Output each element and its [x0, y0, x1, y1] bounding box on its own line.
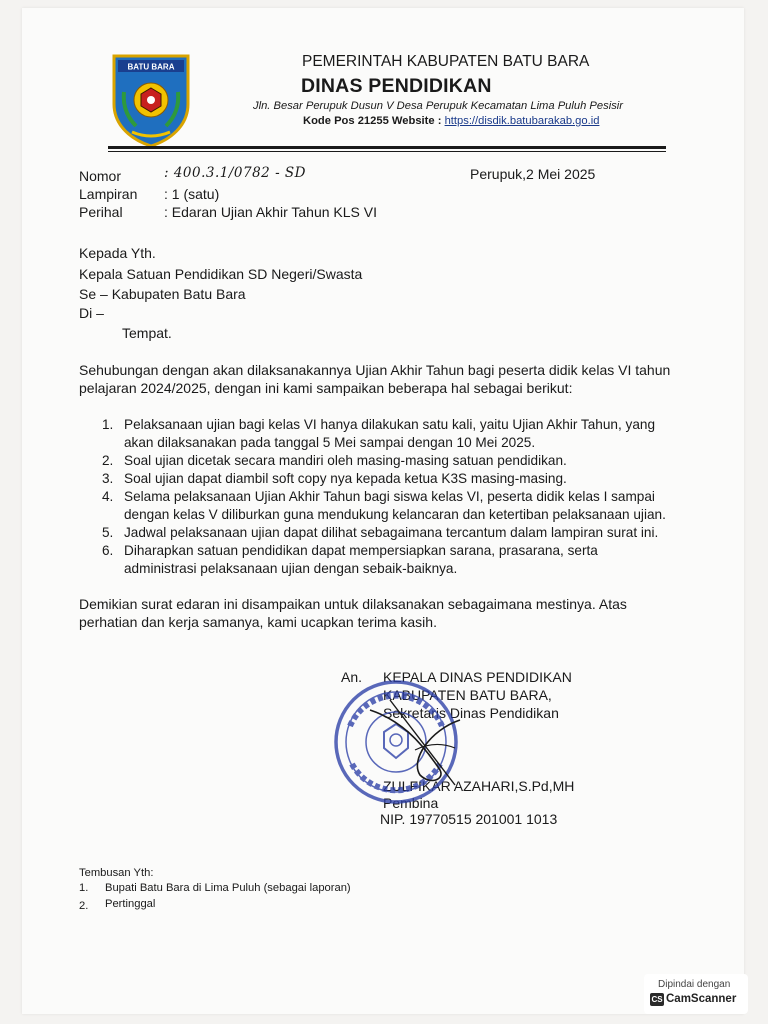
signatory-name: ZULFIKAR AZAHARI,S.Pd,MH	[383, 778, 575, 794]
scanner-brand: CamScanner	[666, 993, 737, 1005]
list-item-text: akan dilaksanakan pada tanggal 5 Mei sampai dengan 10 Mei 2025.	[124, 435, 536, 450]
closing-line-2: perhatian dan kerja samanya, kami ucapkan terima kasih.	[79, 614, 437, 630]
camscanner-icon: CS	[651, 995, 663, 1004]
header-rule-thick	[108, 146, 666, 149]
header-address: Jln. Besar Perupuk Dusun V Desa Perupuk Kecamatan Lima Puluh Pesisir	[253, 100, 623, 112]
website-link[interactable]: https://disdik.batubarakab.go.id	[444, 115, 600, 127]
signature-title-1: KEPALA DINAS PENDIDIKAN	[383, 669, 572, 685]
list-item-text: Selama pelaksanaan Ujian Akhir Tahun bagi siswa kelas VI, peserta didik kelas I sampai	[124, 489, 655, 504]
signatory-nip: NIP. 19770515 201001 1013	[380, 811, 558, 827]
signature-title-3: Sekretaris Dinas Pendidikan	[383, 705, 559, 721]
tembusan-item-number: 2.	[79, 900, 89, 912]
list-item-text: Soal ujian dapat diambil soft copy nya kepada ketua K3S masing-masing.	[124, 471, 567, 486]
list-item-text: Soal ujian dicetak secara mandiri oleh masing-masing satuan pendidikan.	[124, 453, 567, 468]
handwritten-signature	[360, 690, 480, 800]
logo-text: BATU BARA	[127, 62, 175, 72]
nomor-value: : 400.3.1/0782 - SD	[164, 165, 306, 181]
header-rule-thin	[108, 151, 666, 152]
signature-title-2: KABUPATEN BATU BARA,	[383, 687, 552, 703]
tembusan-item-text: Pertinggal	[105, 898, 156, 910]
signatory-rank: Pembina	[383, 795, 439, 811]
list-item-number: 5.	[102, 525, 114, 540]
perihal-value: : Edaran Ujian Akhir Tahun KLS VI	[164, 204, 377, 220]
perihal-label: Perihal	[79, 204, 123, 220]
intro-line-1: Sehubungan dengan akan dilaksanakannya Ujian Akhir Tahun bagi peserta didik kelas VI tahun	[79, 362, 671, 378]
list-item-text: Jadwal pelaksanaan ujian dapat dilihat sebagaimana tercantum dalam lampiran surat ini.	[124, 525, 659, 540]
list-item-text: Pelaksanaan ujian bagi kelas VI hanya dilakukan satu kali, yaitu Ujian Akhir Tahun, yang	[124, 417, 655, 432]
nomor-label: Nomor	[79, 168, 122, 184]
list-item-number: 1.	[102, 417, 114, 432]
list-item-text: administrasi pelaksanaan ujian dengan sebaik-baiknya.	[124, 561, 458, 576]
recipient-at: Di –	[79, 305, 104, 321]
header-government: PEMERINTAH KABUPATEN BATU BARA	[302, 53, 590, 70]
list-item-text: Diharapkan satuan pendidikan dapat mempersiapkan sarana, prasarana, serta	[124, 543, 598, 558]
recipient-region: Se – Kabupaten Batu Bara	[79, 286, 246, 302]
list-item-number: 3.	[102, 471, 114, 486]
signature-an: An.	[341, 669, 363, 685]
intro-line-2: pelajaran 2024/2025, dengan ini kami sampaikan beberapa hal sebagai berikut:	[79, 380, 573, 396]
lampiran-value: : 1 (satu)	[164, 186, 220, 202]
list-item-number: 6.	[102, 543, 114, 558]
tembusan-item-text: Bupati Batu Bara di Lima Puluh (sebagai laporan)	[105, 882, 351, 894]
recipient-title: Kepala Satuan Pendidikan SD Negeri/Swasta	[79, 266, 363, 282]
recipient-greeting: Kepada Yth.	[79, 245, 156, 261]
list-item-number: 4.	[102, 489, 114, 504]
list-item-number: 2.	[102, 453, 114, 468]
list-item-text: dengan kelas V diliburkan guna mendukung kelancaran dan ketertiban pelaksanaan ujian.	[124, 507, 666, 522]
tembusan-item-number: 1.	[79, 882, 89, 894]
recipient-place: Tempat.	[122, 325, 172, 341]
scanner-caption: Dipindai dengan	[658, 979, 731, 990]
header-contact	[303, 115, 599, 127]
closing-line-1: Demikian surat edaran ini disampaikan untuk dilaksanakan sebagaimana mestinya. Atas	[79, 596, 627, 612]
batu-bara-logo	[110, 52, 192, 148]
tembusan-title: Tembusan Yth:	[79, 867, 154, 879]
letter-date: Perupuk,2 Mei 2025	[470, 166, 596, 182]
header-postcode: Kode Pos 21255 Website :	[303, 115, 445, 127]
header-agency: DINAS PENDIDIKAN	[301, 75, 492, 97]
lampiran-label: Lampiran	[79, 186, 138, 202]
